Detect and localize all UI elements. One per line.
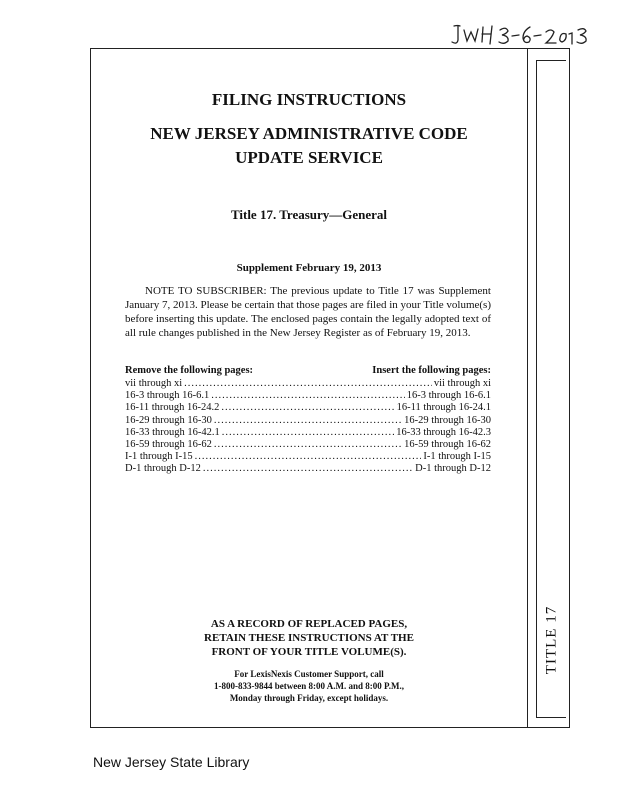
leader-dots	[203, 463, 413, 475]
list-item	[125, 451, 491, 463]
remove-range: vii through xi	[125, 378, 183, 389]
insert-header: Insert the following pages:	[372, 365, 491, 376]
insert-range: 16-3 through 16-6.1	[406, 390, 491, 402]
remove-range: 16-11 through 16-24.2	[125, 402, 220, 414]
leader-dots	[184, 378, 432, 390]
customer-support	[90, 668, 528, 704]
side-tab-label: TITLE 17	[543, 605, 560, 675]
code-heading-line-2: UPDATE SERVICE	[235, 148, 383, 167]
leader-dots	[211, 390, 404, 402]
remove-range: 16-59 through 16-62	[125, 438, 212, 450]
list-item	[125, 463, 491, 475]
code-heading	[90, 122, 528, 170]
leader-dots	[214, 415, 402, 427]
insert-range: 16-29 through 16-30	[404, 414, 491, 426]
list-item	[125, 415, 491, 427]
record-instructions	[90, 617, 528, 659]
handwritten-annotation	[448, 22, 598, 48]
handwriting-signature-icon	[448, 22, 598, 48]
list-item	[125, 390, 491, 402]
filing-instructions-heading: FILING INSTRUCTIONS	[211, 90, 407, 109]
remove-header: Remove the following pages:	[125, 365, 254, 376]
page-list-header	[125, 365, 491, 376]
leader-dots	[221, 402, 394, 414]
insert-range: 16-33 through 16-42.3	[396, 426, 491, 438]
page-list	[125, 378, 491, 476]
support-line-1: For LexisNexis Customer Support, call	[234, 669, 384, 679]
record-line-1: AS A RECORD OF REPLACED PAGES,	[210, 618, 408, 630]
record-line-3: FRONT OF YOUR TITLE VOLUME(S).	[211, 646, 407, 658]
supplement-date: Supplement February 19, 2013	[236, 262, 382, 274]
library-footer: New Jersey State Library	[93, 754, 250, 770]
leader-dots	[214, 439, 402, 451]
remove-range: D-1 through D-12	[125, 463, 201, 475]
support-line-3: Monday through Friday, except holidays.	[229, 693, 389, 703]
list-item	[125, 427, 491, 439]
remove-range: 16-33 through 16-42.1	[125, 426, 220, 438]
record-line-2: RETAIN THESE INSTRUCTIONS AT THE	[204, 632, 414, 644]
remove-range: I-1 through I-15	[125, 451, 193, 463]
remove-range: 16-3 through 16-6.1	[125, 390, 210, 402]
list-item	[125, 439, 491, 451]
insert-range: D-1 through D-12	[415, 463, 491, 475]
insert-range: vii through xi	[433, 378, 491, 389]
subscriber-note: NOTE TO SUBSCRIBER: The previous update to Title 17 was Supplement January 7, 2013. Please be certain that those pages are filed in your Title volume(s) before inserting this update. The enclosed pages contain the legally adopted text of all rule changes published in the New Jersey Register as of February 19, 2013.	[125, 285, 491, 339]
list-item	[125, 402, 491, 414]
support-line-2: 1-800-833-9844 between 8:00 A.M. and 8:00 P.M.,	[214, 681, 404, 691]
code-heading-line-1: NEW JERSEY ADMINISTRATIVE CODE	[150, 124, 468, 143]
leader-dots	[222, 427, 394, 439]
leader-dots	[195, 451, 422, 463]
insert-range: 16-11 through 16-24.1	[396, 402, 491, 414]
insert-range: I-1 through I-15	[423, 451, 491, 463]
list-item	[125, 378, 491, 390]
insert-range: 16-59 through 16-62	[404, 438, 491, 450]
remove-range: 16-29 through 16-30	[125, 414, 212, 426]
title-line: Title 17. Treasury—General	[230, 207, 388, 222]
